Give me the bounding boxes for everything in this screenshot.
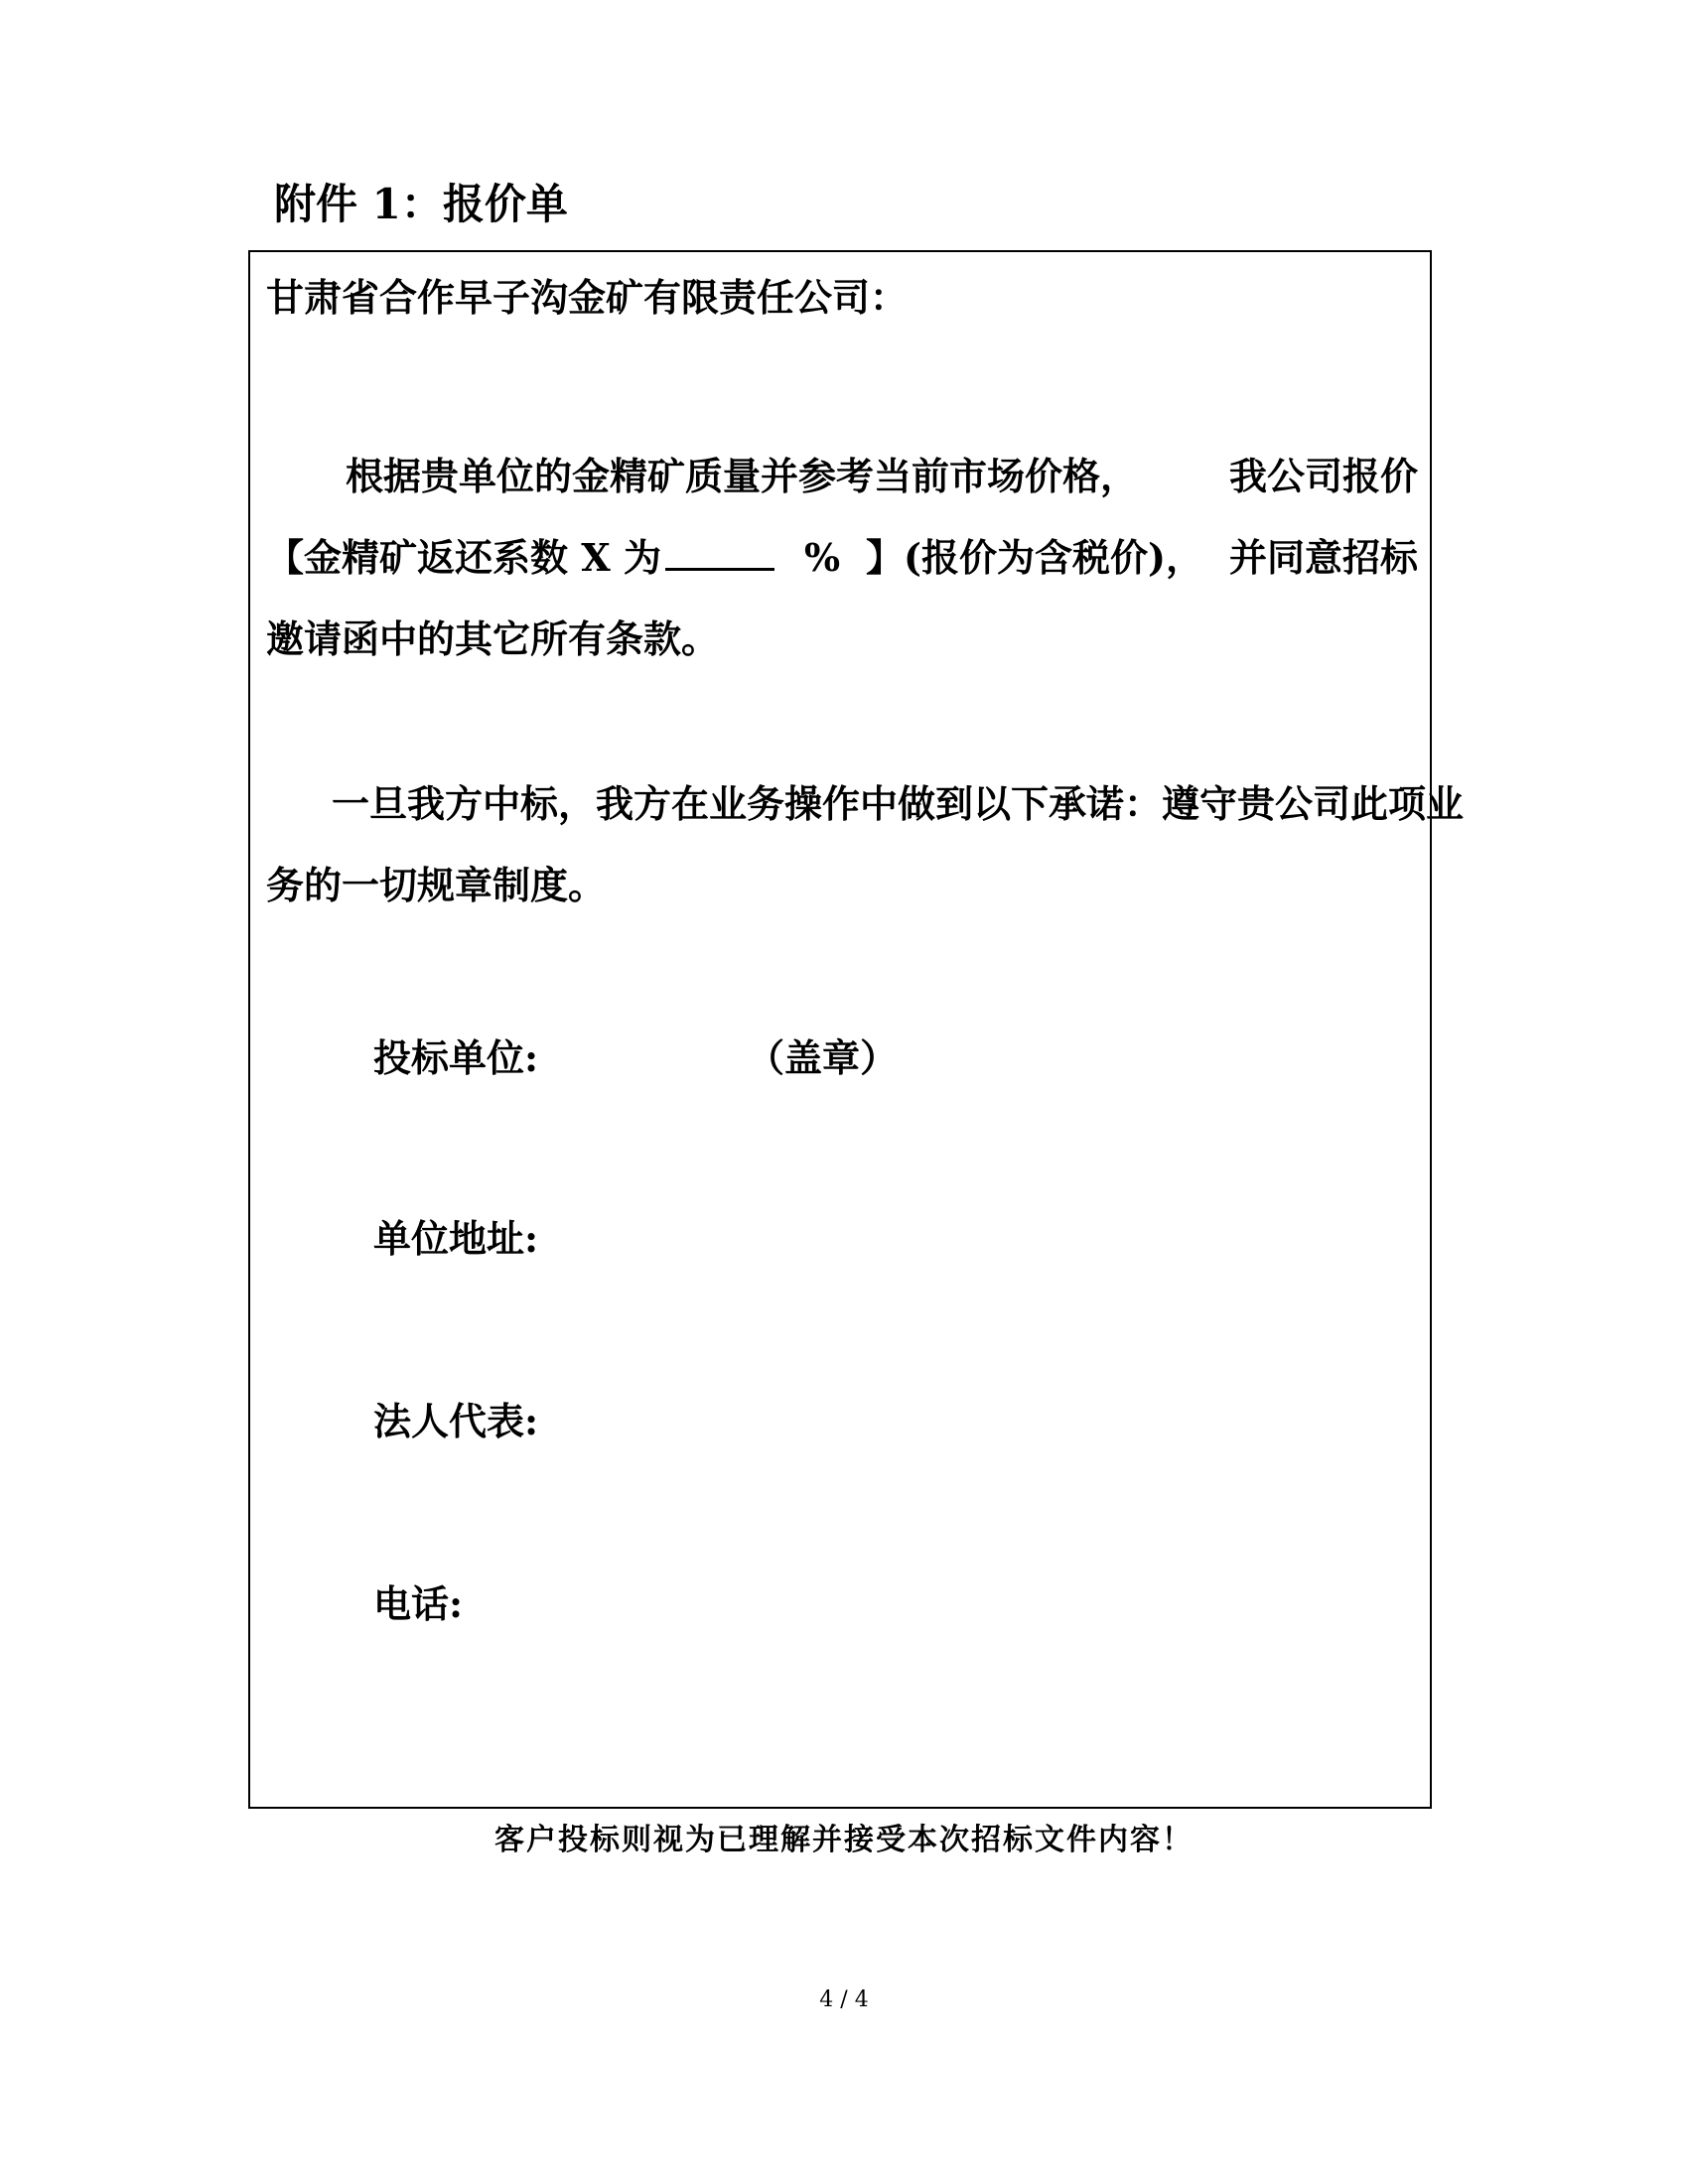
quote-line-1-part-2: 我公司报价 (1228, 454, 1418, 498)
commitment-line-1-part-1: 一旦我方中标，我方在业务操作中做到以下承诺： (332, 781, 1163, 826)
addressee: 甘肃省合作早子沟金矿有限责任公司： (266, 275, 909, 320)
seal-label: （盖章） (747, 1035, 899, 1080)
quote-line-1 (266, 451, 1418, 502)
legal-representative-label: 法人代表: (373, 1399, 539, 1443)
coefficient-blank[interactable] (665, 538, 774, 571)
commitment-line-1-part-2: 遵守贵公司此项业 (1162, 781, 1465, 826)
coefficient-label: 【金精矿返还系数 X 为 (266, 535, 661, 580)
address-label: 单位地址: (373, 1216, 539, 1261)
page-number: 4 / 4 (819, 1987, 869, 2012)
bidder-label: 投标单位: (373, 1035, 539, 1080)
quote-line-3: 邀请函中的其它所有条款。 (266, 616, 720, 661)
footer-note: 客户投标则视为已理解并接受本次招标文件内容！ (494, 1823, 1194, 1857)
quote-line-1-part-1: 根据贵单位的金精矿质量并参考当前市场价格， (346, 454, 1139, 498)
quote-line-2-coefficient (266, 532, 778, 584)
quote-line-2-agree: 并同意招标 (1228, 535, 1418, 580)
percent-sign: % (803, 535, 841, 580)
tax-note: 】(报价为含税价)， (866, 535, 1203, 580)
attachment-title: 附件 1：报价单 (274, 180, 568, 228)
quote-line-2 (266, 532, 1418, 584)
commitment-line-1 (266, 778, 1465, 830)
commitment-line-2: 务的一切规章制度。 (266, 863, 607, 907)
quotation-form (248, 250, 1465, 1809)
phone-label: 电话: (373, 1581, 464, 1626)
